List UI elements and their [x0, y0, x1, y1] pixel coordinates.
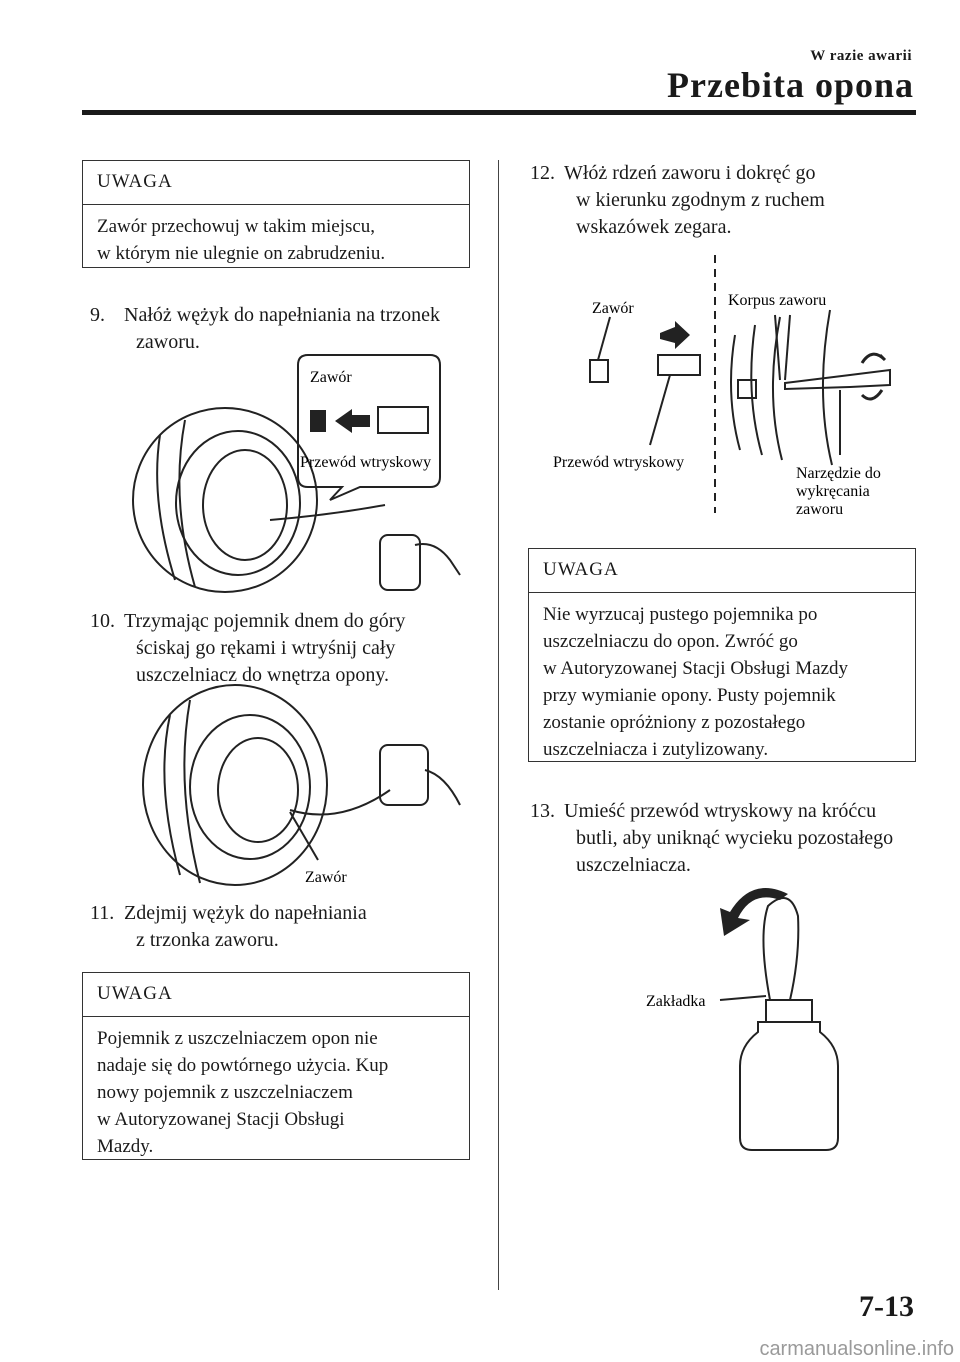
note-box-2: [82, 972, 470, 1160]
leader-valve: [598, 317, 610, 360]
tire-hub: [218, 738, 298, 842]
bottle: [380, 745, 428, 805]
footer-watermark: carmanualsonline.info: [759, 1338, 954, 1360]
tire-rim: [176, 431, 300, 575]
note-line: uszczelniacza i zutylizowany.: [543, 739, 769, 760]
note-body: [83, 1017, 469, 1170]
leader-tab: [720, 996, 766, 1000]
note-line: Pojemnik z uszczelniaczem opon nie: [97, 1028, 378, 1049]
label-valve: Zawór: [592, 300, 634, 317]
label-tool-line-2: wykręcania: [796, 483, 870, 500]
step-line: Nałóż wężyk do napełniania na trzonek: [124, 304, 440, 326]
step-line: Umieść przewód wtryskowy na króćcu: [564, 800, 877, 822]
note-line: w którym nie ulegnie on zabrudzeniu.: [97, 243, 386, 264]
figure-valve-core: [550, 255, 920, 520]
hose-end: [378, 407, 428, 433]
note-line: zostanie opróżniony z pozostałego: [543, 712, 806, 733]
note-box-3: [528, 548, 916, 762]
note-line: Zawór przechowuj w takim miejscu,: [97, 216, 376, 237]
label-hose: Przewód wtryskowy: [300, 454, 432, 471]
note-box-1: [82, 160, 470, 268]
hand: [425, 770, 460, 805]
hose-loop: [763, 898, 798, 1000]
step-number: 9.: [90, 304, 105, 326]
note-heading: UWAGA: [529, 549, 915, 593]
label-valve: Zawór: [310, 369, 352, 386]
arrow-right-icon: [660, 321, 690, 349]
arrow-left-icon: [335, 409, 370, 433]
valve-body: [738, 380, 756, 398]
tire-rim: [190, 715, 310, 859]
step-number: 13.: [530, 800, 555, 822]
note-body: [83, 205, 469, 277]
step-line: Trzymając pojemnik dnem do góry: [124, 610, 406, 632]
step-11: [90, 900, 490, 954]
header-rule: [82, 110, 916, 115]
label-tab: Zakładka: [646, 993, 706, 1010]
step-number: 12.: [530, 162, 555, 184]
hose-end: [658, 355, 700, 375]
step-line: butli, aby uniknąć wycieku pozostałego: [576, 827, 894, 849]
note-line: Nie wyrzucaj pustego pojemnika po: [543, 604, 818, 625]
section-label: W razie awarii: [810, 48, 912, 64]
hose-line: [290, 790, 390, 815]
step-line: Włóż rdzeń zaworu i dokręć go: [564, 162, 816, 184]
step-line: Zdejmij wężyk do napełniania: [124, 902, 367, 924]
note-body: [529, 593, 915, 773]
step-line: w kierunku zgodnym z ruchem: [576, 189, 825, 211]
step-number: 11.: [90, 902, 115, 924]
leader-valve-body-2: [785, 315, 790, 380]
step-line: ściskaj go rękami i wtryśnij cały: [136, 637, 396, 659]
figure-bottle-stow: [640, 876, 860, 1156]
step-line: wskazówek zegara.: [576, 216, 732, 238]
note-line: nadaje się do powtórnego użycia. Kup: [97, 1055, 389, 1076]
figure-tire-inject: [140, 675, 470, 890]
label-tool-line-1: Narzędzie do: [796, 465, 881, 482]
step-13: [530, 798, 920, 879]
bottle: [380, 535, 420, 590]
column-divider: [498, 160, 499, 1290]
page-title: Przebita opona: [667, 65, 914, 105]
label-hose: Przewód wtryskowy: [553, 454, 685, 471]
note-heading: UWAGA: [83, 973, 469, 1017]
step-line: uszczelniacza.: [576, 854, 691, 876]
note-line: w Autoryzowanej Stacji Obsługi Mazdy: [543, 658, 849, 679]
note-line: nowy pojemnik z uszczelniaczem: [97, 1082, 353, 1103]
step-12: [530, 160, 920, 241]
bottle-body: [740, 1022, 838, 1150]
curved-arrow-icon: [720, 888, 788, 936]
valve-cap: [310, 410, 326, 432]
step-line: zaworu.: [136, 331, 200, 353]
tire-hub: [203, 450, 287, 560]
removal-tool: [785, 370, 890, 389]
bottle-cap: [766, 1000, 812, 1022]
page-number: 7-13: [859, 1290, 914, 1323]
step-line: uszczelniacz do wnętrza opony.: [136, 664, 390, 686]
label-tool-line-3: zaworu: [796, 501, 844, 518]
rotate-arrow-icon: [862, 354, 885, 399]
note-line: w Autoryzowanej Stacji Obsługi: [97, 1109, 345, 1130]
tire-outer: [143, 685, 327, 885]
note-line: przy wymianie opony. Pusty pojemnik: [543, 685, 836, 706]
note-line: uszczelniaczu do opon. Zwróć go: [543, 631, 798, 652]
note-heading: UWAGA: [83, 161, 469, 205]
note-line: Mazdy.: [97, 1136, 154, 1157]
leader-hose: [650, 375, 670, 445]
label-valve-body: Korpus zaworu: [728, 292, 827, 309]
label-valve: Zawór: [305, 869, 347, 886]
hand: [415, 544, 460, 575]
figure-tire-fill: [130, 355, 470, 595]
step-number: 10.: [90, 610, 115, 632]
step-9: [90, 302, 490, 356]
valve-cap: [590, 360, 608, 382]
step-line: z trzonka zaworu.: [136, 929, 279, 951]
